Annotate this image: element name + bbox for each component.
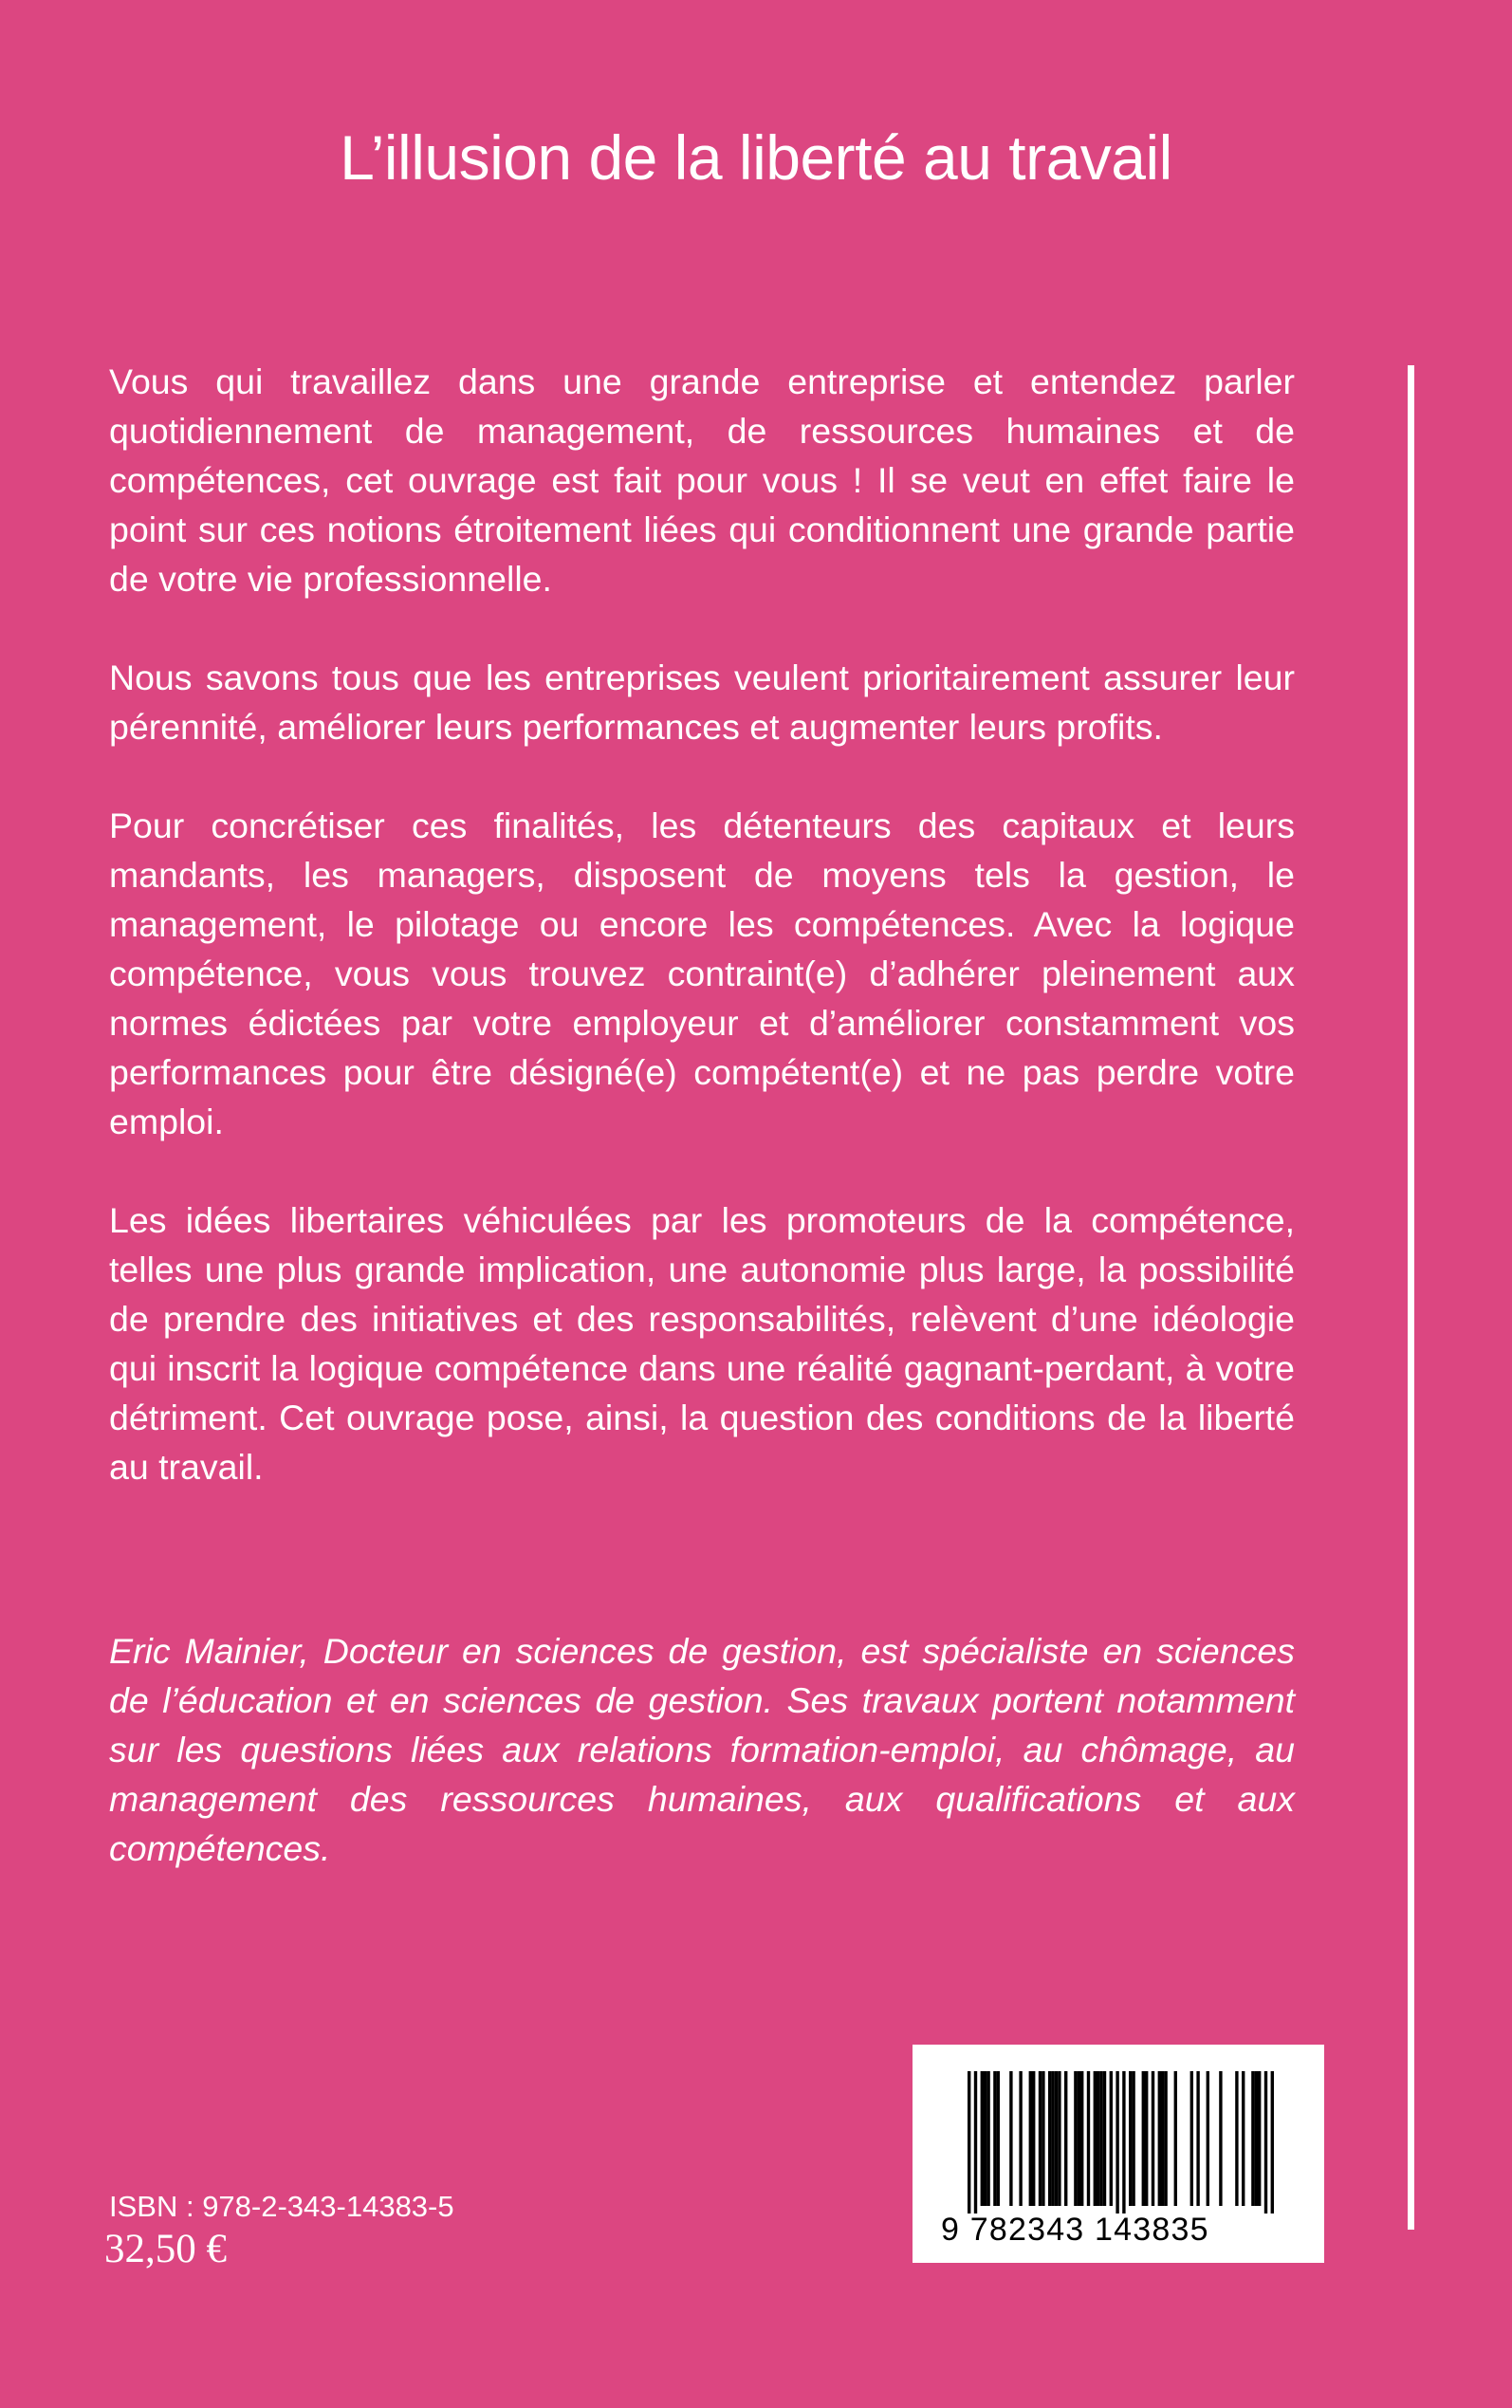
- barcode-bar: [1064, 2071, 1067, 2206]
- barcode-bar: [1074, 2071, 1077, 2206]
- barcode-bar: [1207, 2071, 1209, 2206]
- barcode-bar: [1196, 2071, 1199, 2206]
- barcode-bar: [968, 2071, 970, 2214]
- barcode-bars-icon: [941, 2071, 1296, 2214]
- barcode-digits: 9 782343 143835: [941, 2212, 1209, 2248]
- barcode-bar: [1190, 2071, 1193, 2206]
- barcode-bar: [1258, 2071, 1261, 2206]
- barcode-bar: [1129, 2071, 1132, 2206]
- barcode-bar: [1116, 2071, 1118, 2214]
- barcode-bar: [1019, 2071, 1022, 2206]
- barcode-bar: [1174, 2071, 1177, 2206]
- barcode-bar: [1164, 2071, 1167, 2206]
- barcode-bar: [1051, 2071, 1054, 2206]
- barcode-bar: [1255, 2071, 1258, 2206]
- barcode-bar: [1048, 2071, 1051, 2206]
- barcode-bar: [1087, 2071, 1090, 2206]
- barcode-bar: [984, 2071, 986, 2206]
- barcode-bar: [1132, 2071, 1134, 2206]
- barcode-bar: [997, 2071, 1000, 2206]
- barcode: [913, 2045, 1324, 2263]
- paragraph-3: Pour concrétiser ces finalités, les détenteurs des capitaux et leurs mandants, les managers, disposent de moyens tels la gestion, le management, le pilotage ou encore les compétences. Avec la logique compétence, vous vous trouvez contraint(e) d’adhérer pleinement aux normes édictées par votre employeur et d’améliorer constamment vos performances pour être désigné(e) compétent(e) et ne pas perdre votre emploi.: [109, 806, 1295, 1141]
- barcode-bar: [1242, 2071, 1245, 2206]
- back-cover-description: [109, 357, 1295, 1541]
- barcode-bar: [1099, 2071, 1102, 2206]
- paragraph-1: Vous qui travaillez dans une grande entreprise et entendez parler quotidiennement de management, de ressources humaines et de compétences, cet ouvrage est fait pour vous ! Il se veut en effet faire le point sur ces notions étroitement liées qui conditionnent une grande partie de votre vie professionnelle.: [109, 361, 1295, 599]
- barcode-bar: [1235, 2071, 1238, 2206]
- barcode-bar: [1039, 2071, 1042, 2206]
- barcode-bar: [1032, 2071, 1035, 2206]
- paragraph-4: Les idées libertaires véhiculées par les promoteurs de la compétence, telles une plus grande implication, une autonomie plus large, la possibilité de prendre des initiatives et des responsabilités, relèvent d’une idéologie qui inscrit la logique compétence dans une réalité gagnant-perdant, à votre détriment. Cet ouvrage pose, ainsi, la question des conditions de la liberté au travail.: [109, 1200, 1295, 1487]
- barcode-bar: [1251, 2071, 1254, 2206]
- barcode-bar: [1158, 2071, 1161, 2206]
- author-bio: Eric Mainier, Docteur en sciences de gestion, est spécialiste en sciences de l’éducation et en sciences de gestion. Ses travaux portent notamment sur les questions liées aux relations formation-emploi, au chômage, au management des ressources humaines, aux qualifications et aux compétences.: [109, 1631, 1295, 1868]
- barcode-bar: [1219, 2071, 1222, 2206]
- barcode-bar: [1152, 2071, 1154, 2206]
- barcode-bar: [1009, 2071, 1012, 2206]
- barcode-bar: [1042, 2071, 1044, 2206]
- barcode-bar: [1103, 2071, 1106, 2206]
- barcode-bar: [1264, 2071, 1267, 2214]
- barcode-bar: [993, 2071, 996, 2206]
- isbn: ISBN : 978-2-343-14383-5: [109, 2190, 454, 2223]
- barcode-bar: [974, 2071, 977, 2214]
- barcode-bar: [1110, 2071, 1113, 2206]
- barcode-bar: [1078, 2071, 1080, 2206]
- barcode-bar: [1145, 2071, 1148, 2206]
- barcode-bar: [981, 2071, 984, 2206]
- barcode-bar: [1097, 2071, 1099, 2206]
- vertical-divider: [1408, 365, 1414, 2230]
- barcode-bar: [1080, 2071, 1083, 2206]
- price: 32,50 €: [104, 2227, 227, 2271]
- paragraph-2: Nous savons tous que les entreprises veulent prioritairement assurer leur pérennité, améliorer leurs performances et augmenter leurs profits.: [109, 658, 1295, 747]
- barcode-bar: [1122, 2071, 1125, 2214]
- barcode-bar: [1271, 2071, 1274, 2214]
- barcode-bar: [1161, 2071, 1164, 2206]
- barcode-bar: [986, 2071, 989, 2206]
- book-title: L’illusion de la liberté au travail: [340, 122, 1172, 193]
- barcode-bar: [1055, 2071, 1058, 2206]
- barcode-bar: [1058, 2071, 1060, 2206]
- barcode-bar: [1142, 2071, 1145, 2206]
- barcode-bar: [1029, 2071, 1032, 2206]
- barcode-bar: [1094, 2071, 1097, 2206]
